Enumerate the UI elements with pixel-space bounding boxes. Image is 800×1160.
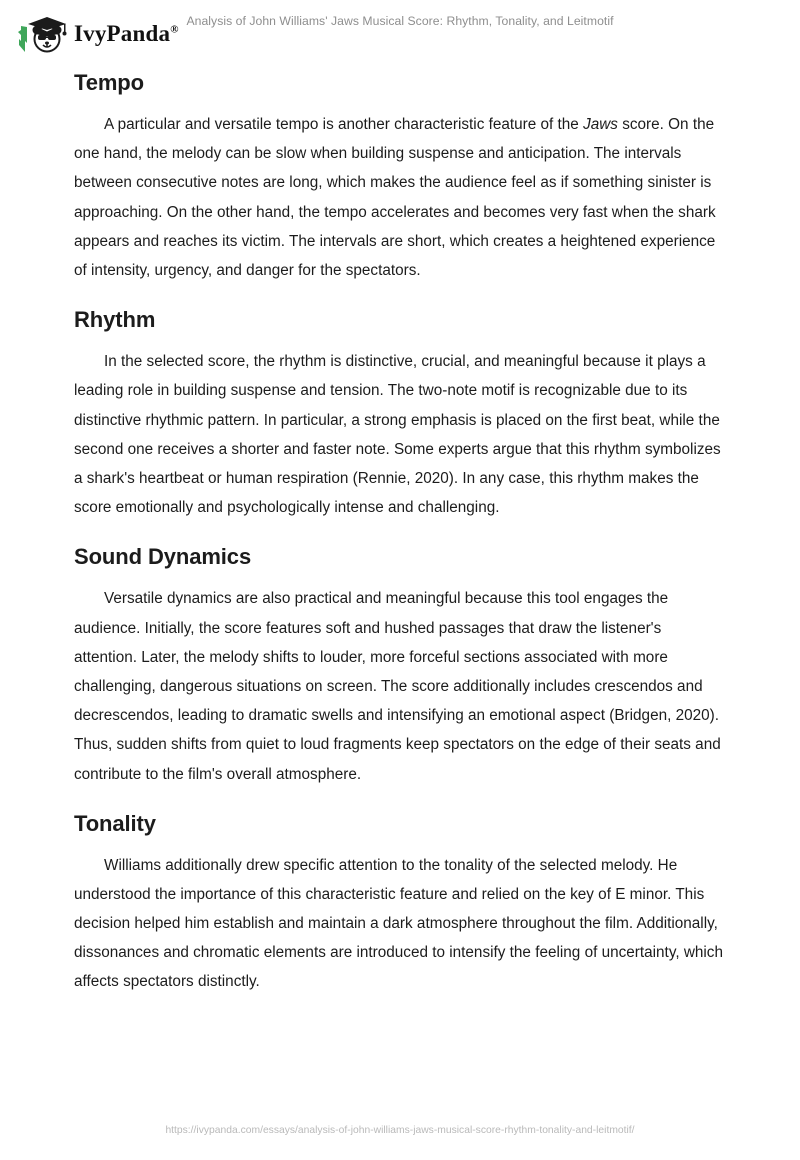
heading-tempo: Tempo	[74, 70, 144, 95]
registered-trademark-icon: ®	[170, 22, 179, 35]
paragraph-tonality: Williams additionally drew specific attention to the tonality of the selected melody. He understood the importance of this characteristic feature and relied on the key of E minor. This decision helped him establish and maintain a dark atmosphere throughout the film. Additionally, dissonances and chromatic elements are introduced to intensify the feeling of uncertainty, which affects spectators distinctly.	[74, 856, 723, 991]
page-header	[0, 0, 800, 58]
section-tonality	[74, 811, 726, 997]
section-sound-dynamics	[74, 544, 726, 788]
paragraph-sound-dynamics: Versatile dynamics are also practical and meaningful because this tool engages the audience. Initially, the score features soft and hushed passages that draw the listener's attention. Later, the melody shifts to louder, more forceful sections associated with more challenging, dangerous situations on screen. The score additionally includes crescendos and decrescendos, leading to dramatic swells and intensifying an emotional aspect (Bridgen, 2020). Thus, sudden shifts from quiet to loud fragments keep spectators on the edge of their seats and contribute to the film's overall atmosphere.	[74, 590, 721, 783]
brand-name-text: IvyPanda	[74, 20, 171, 46]
page-footer	[0, 1120, 800, 1138]
document-body	[74, 70, 726, 997]
page-title: Analysis of John Williams' Jaws Musical Score: Rhythm, Tonality, and Leitmotif	[186, 14, 614, 28]
source-url-link[interactable]: https://ivypanda.com/essays/analysis-of-john-williams-jaws-musical-score-rhythm-tonality-and-leitmotif/	[165, 1125, 635, 1136]
section-tempo	[74, 70, 726, 285]
paragraph-tempo-part2: score. On the one hand, the melody can be slow when building suspense and anticipation. The intervals between consecutive notes are long, which makes the audience feel as if something sinister is approaching. On the other hand, the tempo accelerates and becomes very fast when the shark appears and reaches its victim. The intervals are short, which creates a heightened experience of intensity, urgency, and danger for the spectators.	[74, 115, 716, 279]
paragraph-tempo	[74, 110, 726, 285]
section-rhythm	[74, 307, 726, 522]
heading-sound-dynamics: Sound Dynamics	[74, 544, 252, 570]
title-jaws-italic: Jaws	[583, 115, 618, 133]
heading-rhythm: Rhythm	[74, 307, 156, 333]
paragraph-rhythm: In the selected score, the rhythm is distinctive, crucial, and meaningful because it plays a leading role in building suspense and tension. The two-note motif is recognizable due to its distinctive rhythmic pattern. In particular, a strong emphasis is placed on the first beat, while the second one receives a shorter and faster note. Some experts argue that this rhythm symbolizes a shark's heartbeat or human respiration (Rennie, 2020). In any case, this rhythm makes the score emotionally and psychologically intense and challenging.	[74, 353, 721, 517]
heading-tonality: Tonality	[74, 810, 156, 836]
paragraph-tempo-part1: A particular and versatile tempo is another characteristic feature of the	[104, 115, 584, 133]
